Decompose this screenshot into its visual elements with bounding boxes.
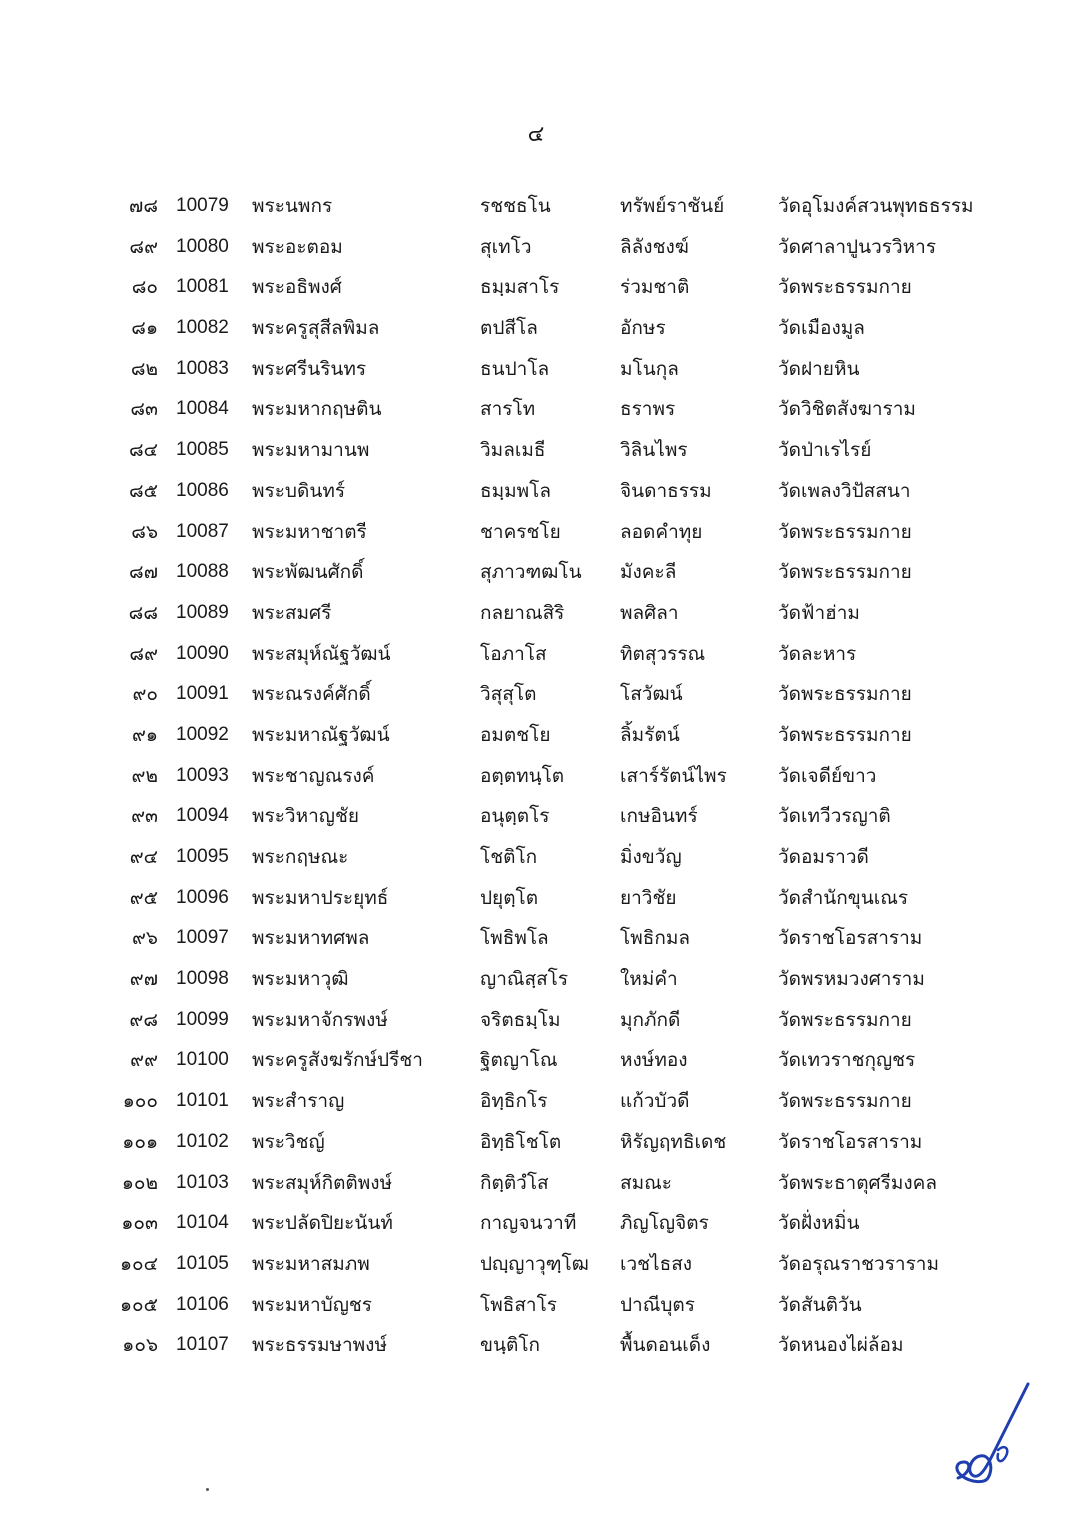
table-row — [0, 918, 1072, 959]
row-number: ๙๖ — [132, 927, 158, 950]
row-number: ๑๐๓ — [121, 1212, 158, 1235]
row-name: พระศรีนรินทร — [252, 357, 367, 380]
row-id: 10087 — [176, 520, 229, 542]
row-monastic-name: จริตธมฺโม — [480, 1008, 561, 1031]
row-monastic-name: ฐิตญาโณ — [480, 1049, 558, 1072]
row-id: 10104 — [176, 1212, 229, 1234]
roster-list — [0, 186, 1072, 1366]
table-row — [0, 959, 1072, 1000]
row-temple: วัดฟ้าฮ่าม — [778, 601, 860, 624]
row-monastic-name: โอภาโส — [480, 642, 547, 665]
row-temple: วัดเทวราชกุญชร — [778, 1049, 916, 1072]
row-number: ๘๘ — [128, 601, 158, 624]
row-name: พระอธิพงศ์ — [252, 276, 342, 299]
row-id: 10099 — [176, 1008, 229, 1030]
row-id: 10088 — [176, 561, 229, 583]
row-id: 10080 — [176, 235, 229, 257]
row-monastic-name: กาญจนวาที — [480, 1212, 577, 1235]
row-monastic-name: อิทฺธิโชโต — [480, 1130, 562, 1153]
row-temple: วัดฝั่งหมิ่น — [778, 1212, 860, 1235]
row-number: ๙๓ — [131, 805, 158, 828]
row-temple: วัดพระธรรมกาย — [778, 683, 912, 706]
row-name: พระพัฒนศักดิ์ — [252, 561, 364, 584]
table-row — [0, 430, 1072, 471]
row-temple: วัดพระธรรมกาย — [778, 520, 912, 543]
row-name: พระบดินทร์ — [252, 479, 346, 502]
row-id: 10096 — [176, 886, 229, 908]
row-surname: มิ่งขวัญ — [620, 846, 682, 868]
row-name: พระครูสุสีลพิมล — [252, 317, 380, 340]
row-id: 10092 — [176, 723, 229, 745]
table-row — [0, 1000, 1072, 1041]
row-id: 10090 — [176, 642, 229, 664]
row-temple: วัดเจดีย์ขาว — [778, 764, 877, 787]
row-name: พระวิหาญชัย — [252, 805, 360, 828]
row-temple: วัดราชโอรสาราม — [778, 1130, 923, 1153]
table-row — [0, 1081, 1072, 1122]
row-name: พระณรงค์ศักดิ์ — [252, 683, 371, 706]
row-number: ๙๕ — [129, 886, 158, 909]
row-monastic-name: ปยุตฺโต — [480, 886, 539, 909]
row-id: 10083 — [176, 357, 229, 379]
table-row — [0, 715, 1072, 756]
row-surname: หงษ์ทอง — [620, 1049, 688, 1072]
row-monastic-name: อมตชโย — [480, 723, 551, 746]
row-surname: ยาวิชัย — [620, 886, 677, 909]
row-number: ๘๓ — [130, 398, 158, 421]
row-surname: ทรัพย์ราชันย์ — [620, 195, 725, 217]
row-name: พระอะตอม — [252, 235, 343, 258]
row-name: พระมหามานพ — [252, 439, 370, 462]
row-name: พระสมุห์ณัฐวัฒน์ — [252, 642, 391, 665]
table-row — [0, 349, 1072, 390]
row-monastic-name: โพธิพโล — [480, 927, 549, 950]
row-temple: วัดราชโอรสาราม — [778, 927, 923, 950]
row-surname: ปาณีบุตร — [620, 1293, 695, 1316]
table-row — [0, 471, 1072, 512]
row-number: ๙๙ — [130, 1049, 158, 1072]
row-id: 10106 — [176, 1293, 229, 1315]
row-id: 10103 — [176, 1171, 229, 1193]
row-id: 10101 — [176, 1090, 229, 1112]
stray-mark — [206, 1488, 209, 1491]
row-temple: วัดพระธรรมกาย — [778, 723, 912, 746]
table-row — [0, 552, 1072, 593]
row-surname: โพธิกมล — [620, 927, 690, 950]
row-surname: เสาร์รัตน์ไพร — [620, 764, 727, 787]
row-name: พระนพกร — [252, 195, 333, 217]
row-name: พระสมุห์กิตติพงษ์ — [252, 1171, 393, 1194]
row-surname: มุกภักดี — [620, 1008, 681, 1031]
table-row — [0, 267, 1072, 308]
row-number: ๑๐๔ — [119, 1252, 158, 1275]
row-id: 10089 — [176, 601, 229, 623]
row-name: พระมหาชาตรี — [252, 520, 367, 543]
row-monastic-name: กิตฺติวํโส — [480, 1171, 549, 1194]
row-number: ๙๔ — [129, 846, 158, 868]
row-name: พระมหากฤษติน — [252, 398, 382, 421]
row-number: ๙๑ — [132, 723, 158, 746]
row-number: ๘๙ — [129, 235, 158, 258]
row-number: ๘๐ — [131, 276, 158, 299]
row-monastic-name: ธมฺมสาโร — [480, 276, 560, 299]
table-row — [0, 389, 1072, 430]
table-row — [0, 756, 1072, 797]
row-monastic-name: อตฺตทนฺโต — [480, 764, 565, 787]
table-row — [0, 1244, 1072, 1285]
row-id: 10105 — [176, 1252, 229, 1274]
row-monastic-name: สุภาวฑฒโน — [480, 561, 582, 584]
table-row — [0, 674, 1072, 715]
row-temple: วัดสันติวัน — [778, 1293, 862, 1316]
row-number: ๙๐ — [132, 683, 158, 706]
row-number: ๘๑ — [131, 317, 158, 340]
table-row — [0, 593, 1072, 634]
row-name: พระธรรมษาพงษ์ — [252, 1334, 387, 1357]
row-name: พระชาญณรงค์ — [252, 764, 375, 787]
row-name: พระสมศรี — [252, 601, 332, 624]
row-id: 10084 — [176, 398, 229, 420]
page-number: ๔ — [527, 122, 545, 147]
row-number: ๑๐๐ — [122, 1090, 158, 1113]
row-temple: วัดศาลาปูนวรวิหาร — [778, 235, 937, 258]
row-surname: ใหม่คำ — [620, 968, 678, 991]
row-temple: วัดอมราวดี — [778, 846, 869, 868]
row-monastic-name: โชติโก — [480, 846, 538, 868]
row-surname: เวชไธสง — [620, 1252, 693, 1275]
row-monastic-name: ธมฺมพโล — [480, 479, 552, 502]
row-name: พระมหาสมภพ — [252, 1252, 370, 1275]
row-surname: เกษอินทร์ — [620, 805, 698, 828]
row-monastic-name: อิทฺธิกโร — [480, 1090, 548, 1113]
row-temple: วัดละหาร — [778, 642, 857, 665]
row-name: พระปลัดปิยะนันท์ — [252, 1212, 393, 1235]
row-id: 10081 — [176, 276, 229, 298]
row-monastic-name: ตปสีโล — [480, 317, 538, 340]
row-id: 10085 — [176, 439, 229, 461]
row-surname: อักษร — [620, 317, 666, 340]
table-row — [0, 186, 1072, 227]
row-monastic-name: ขนฺติโก — [480, 1334, 541, 1357]
row-surname: ทิตสุวรรณ — [620, 642, 706, 665]
row-monastic-name: ชาครชโย — [480, 520, 561, 543]
row-id: 10098 — [176, 968, 229, 990]
row-temple: วัดพรหมวงศาราม — [778, 968, 925, 991]
row-surname: สมณะ — [620, 1171, 672, 1194]
row-name: พระมหาจักรพงษ์ — [252, 1008, 388, 1031]
row-name: พระมหาวุฒิ — [252, 968, 349, 991]
row-id: 10095 — [176, 846, 229, 867]
row-temple: วัดพระธรรมกาย — [778, 1008, 912, 1031]
row-surname: ธราพร — [620, 398, 676, 421]
signature-icon — [940, 1378, 1040, 1488]
row-surname: จินดาธรรม — [620, 479, 712, 502]
row-temple: วัดฝายหิน — [778, 357, 860, 380]
table-row — [0, 837, 1072, 878]
row-surname: ภิญโญจิตร — [620, 1212, 709, 1235]
row-number: ๗๘ — [129, 195, 158, 217]
row-monastic-name: วิมลเมธี — [480, 439, 546, 462]
row-number: ๘๒ — [130, 357, 158, 380]
row-surname: หิรัญฤทธิเดช — [620, 1130, 727, 1153]
table-row — [0, 1122, 1072, 1163]
row-name: พระครูสังฆรักษ์ปรีชา — [252, 1049, 423, 1072]
row-temple: วัดพระธรรมกาย — [778, 276, 912, 299]
row-temple: วัดพระธาตุศรีมงคล — [778, 1171, 937, 1194]
row-monastic-name: สุเทโว — [480, 235, 532, 258]
row-number: ๑๐๕ — [119, 1293, 158, 1316]
row-temple: วัดเพลงวิปัสสนา — [778, 479, 911, 502]
row-temple: วัดวิชิตสังฆาราม — [778, 398, 916, 421]
row-surname: ลิ้มรัตน์ — [620, 723, 680, 746]
row-monastic-name: รชชธโน — [480, 195, 551, 217]
row-surname: ร่วมชาติ — [620, 276, 690, 299]
table-row — [0, 227, 1072, 268]
row-name: พระวิชญ์ — [252, 1130, 325, 1153]
row-number: ๑๐๖ — [122, 1334, 158, 1357]
row-number: ๘๖ — [131, 520, 158, 543]
row-id: 10091 — [176, 683, 229, 705]
row-surname: พลศิลา — [620, 601, 679, 624]
table-row — [0, 308, 1072, 349]
row-name: พระมหาณัฐวัฒน์ — [252, 723, 390, 746]
row-number: ๙๘ — [129, 1008, 158, 1031]
row-number: ๘๕ — [128, 479, 158, 502]
row-temple: วัดเทวีวรญาติ — [778, 805, 891, 828]
table-row — [0, 796, 1072, 837]
row-temple: วัดสำนักขุนเณร — [778, 886, 909, 909]
row-id: 10079 — [176, 195, 229, 216]
row-id: 10102 — [176, 1130, 229, 1152]
row-surname: ลอดคำทุย — [620, 520, 703, 543]
row-name: พระสำราญ — [252, 1090, 345, 1113]
row-temple: วัดอรุณราชวราราม — [778, 1252, 939, 1275]
row-id: 10100 — [176, 1049, 229, 1071]
table-row — [0, 634, 1072, 675]
row-id: 10086 — [176, 479, 229, 501]
table-row — [0, 1203, 1072, 1244]
row-temple: วัดอุโมงค์สวนพุทธธรรม — [778, 195, 974, 217]
row-surname: มโนกุล — [620, 357, 679, 380]
row-name: พระกฤษณะ — [252, 846, 349, 868]
row-temple: วัดพระธรรมกาย — [778, 561, 912, 584]
row-id: 10097 — [176, 927, 229, 949]
row-id: 10094 — [176, 805, 229, 827]
row-surname: วิลินไพร — [620, 439, 688, 462]
row-number: ๙๗ — [129, 968, 158, 991]
row-number: ๘๙ — [129, 642, 158, 665]
row-number: ๘๔ — [128, 439, 158, 462]
row-surname: โสวัฒน์ — [620, 683, 683, 706]
row-monastic-name: ปญฺญาวุฑฺโฒ — [480, 1252, 589, 1275]
table-row — [0, 1285, 1072, 1326]
table-row — [0, 1163, 1072, 1204]
row-monastic-name: กลยาณสิริ — [480, 601, 565, 624]
row-id: 10093 — [176, 764, 229, 786]
row-number: ๙๒ — [131, 764, 158, 787]
table-row — [0, 512, 1072, 553]
row-monastic-name: สารโท — [480, 398, 536, 421]
row-number: ๑๐๑ — [122, 1130, 158, 1153]
row-name: พระมหาประยุทธ์ — [252, 886, 389, 909]
row-number: ๘๗ — [129, 561, 158, 584]
row-surname: มังคะลี — [620, 561, 677, 584]
row-name: พระมหาบัญชร — [252, 1293, 373, 1316]
row-temple: วัดหนองไผ่ล้อม — [778, 1334, 904, 1357]
table-row — [0, 1325, 1072, 1366]
row-temple: วัดป่าเรไรย์ — [778, 439, 872, 462]
row-temple: วัดพระธรรมกาย — [778, 1090, 912, 1113]
row-monastic-name: วิสุสุโต — [480, 683, 537, 706]
row-monastic-name: อนุตฺตโร — [480, 805, 550, 828]
row-monastic-name: ธนปาโล — [480, 357, 550, 380]
row-monastic-name: ญาณิสฺสโร — [480, 968, 569, 991]
row-id: 10107 — [176, 1334, 229, 1356]
row-monastic-name: โพธิสาโร — [480, 1293, 558, 1316]
row-surname: แก้วบัวดี — [620, 1090, 690, 1113]
row-number: ๑๐๒ — [121, 1171, 158, 1194]
table-row — [0, 878, 1072, 919]
row-surname: พื้นดอนเด็ง — [620, 1334, 711, 1357]
table-row — [0, 1040, 1072, 1081]
row-surname: ลิลังชงฆ์ — [620, 235, 689, 258]
row-id: 10082 — [176, 317, 229, 339]
row-name: พระมหาทศพล — [252, 927, 370, 950]
row-temple: วัดเมืองมูล — [778, 317, 865, 340]
